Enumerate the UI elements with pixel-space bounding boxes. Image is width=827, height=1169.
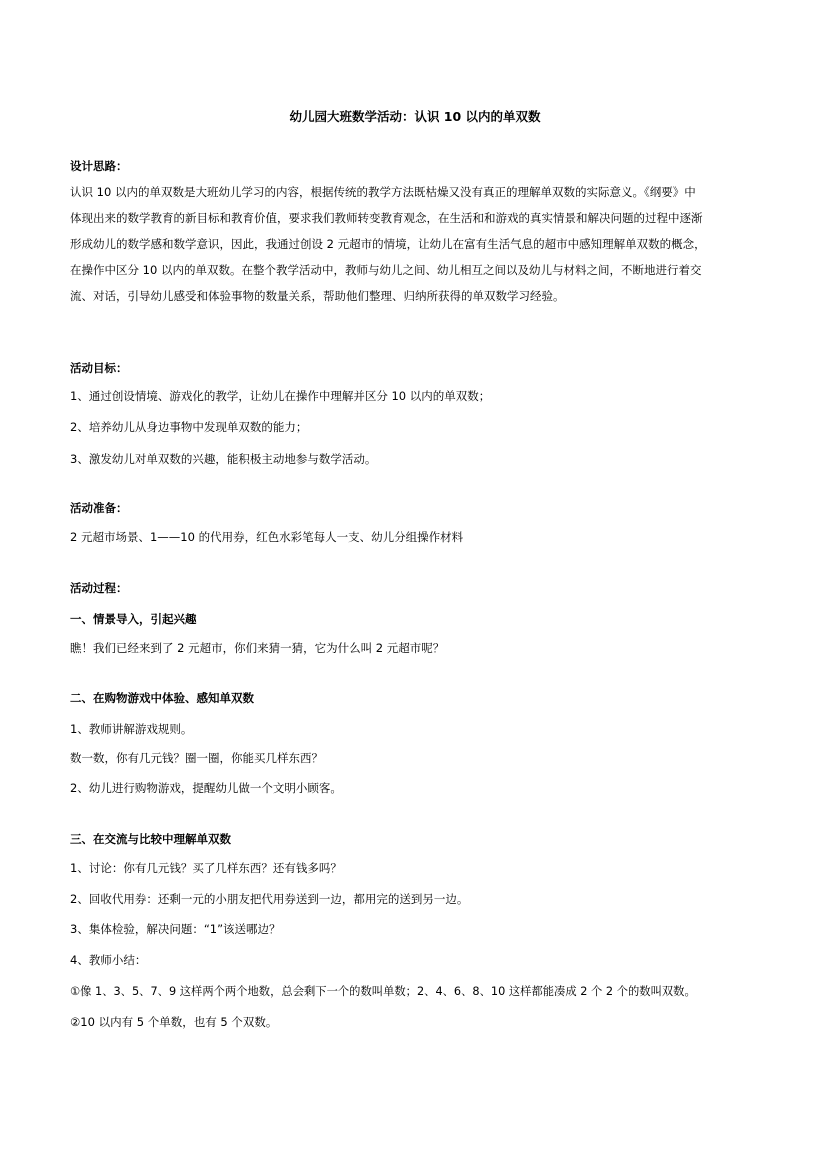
section-2-item: 1、教师讲解游戏规则。 (70, 722, 193, 736)
goal-item: 1、通过创设情境、游戏化的教学，让幼儿在操作中理解并区分 10 以内的单双数； (70, 389, 491, 403)
section-3-item: ②10 以内有 5 个单数，也有 5 个双数。 (70, 1015, 278, 1029)
design-heading: 设计思路： (70, 159, 128, 173)
goal-item: 2、培养幼儿从身边事物中发现单双数的能力； (70, 420, 308, 434)
section-2-heading: 二、在购物游戏中体验、感知单双数 (70, 691, 254, 705)
section-3-heading: 三、在交流与比较中理解单双数 (70, 832, 231, 846)
paragraph-line: 认识 10 以内的单双数是大班幼儿学习的内容，根据传统的教学方法既枯燥又没有真正的理解单双数的实际意义。《纲要》中 (70, 185, 696, 199)
design-paragraph (70, 184, 760, 314)
process-heading: 活动过程： (70, 581, 128, 595)
section-3-item: 2、回收代用券：还剩一元的小朋友把代用券送到一边，都用完的送到另一边。 (70, 892, 469, 906)
section-3-item: ①像 1、3、5、7、9 这样两个两个地数，总会剩下一个的数叫单数；2、4、6、8、10 这样都能凑成 2 个 2 个的数叫双数。 (70, 985, 696, 998)
prep-text: 2 元超市场景、1——10 的代用券，红色水彩笔每人一支、幼儿分组操作材料 (70, 530, 464, 544)
paragraph-line: 体现出来的数学教育的新目标和教育价值，要求我们教师转变教育观念，在生活和和游戏的真实情景和解决问题的过程中逐渐 (70, 211, 703, 225)
prep-heading: 活动准备： (70, 501, 128, 515)
paragraph-line: 在操作中区分 10 以内的单双数。在整个教学活动中，教师与幼儿之间、幼儿相互之间以及幼儿与材料之间，不断地进行着交 (70, 263, 702, 277)
section-3-item: 3、集体检验，解决问题：“1”该送哪边？ (70, 922, 281, 936)
goals-heading: 活动目标： (70, 361, 128, 375)
section-2-item: 2、幼儿进行购物游戏，提醒幼儿做一个文明小顾客。 (70, 781, 342, 795)
paragraph-line: 流、对话，引导幼儿感受和体验事物的数量关系，帮助他们整理、归纳所获得的单双数学习经验。 (70, 289, 565, 303)
section-3-item: 4、教师小结： (70, 953, 147, 967)
section-1-heading: 一、情景导入，引起兴趣 (70, 612, 197, 626)
section-1-text: 瞧！我们已经来到了 2 元超市，你们来猜一猜，它为什么叫 2 元超市呢？ (70, 641, 445, 655)
page-title: 幼儿园大班数学活动：认识 10 以内的单双数 (289, 109, 541, 124)
goal-item: 3、激发幼儿对单双数的兴趣，能积极主动地参与数学活动。 (70, 452, 377, 466)
section-3-item: 1、讨论：你有几元钱？买了几样东西？还有钱多吗？ (70, 861, 342, 875)
section-2-item: 数一数，你有几元钱？圈一圈，你能买几样东西？ (70, 751, 323, 765)
paragraph-line: 形成幼儿的数学感和数学意识，因此，我通过创设 2 元超市的情境，让幼儿在富有生活气息的超市中感知理解单双数的概念， (70, 237, 706, 251)
